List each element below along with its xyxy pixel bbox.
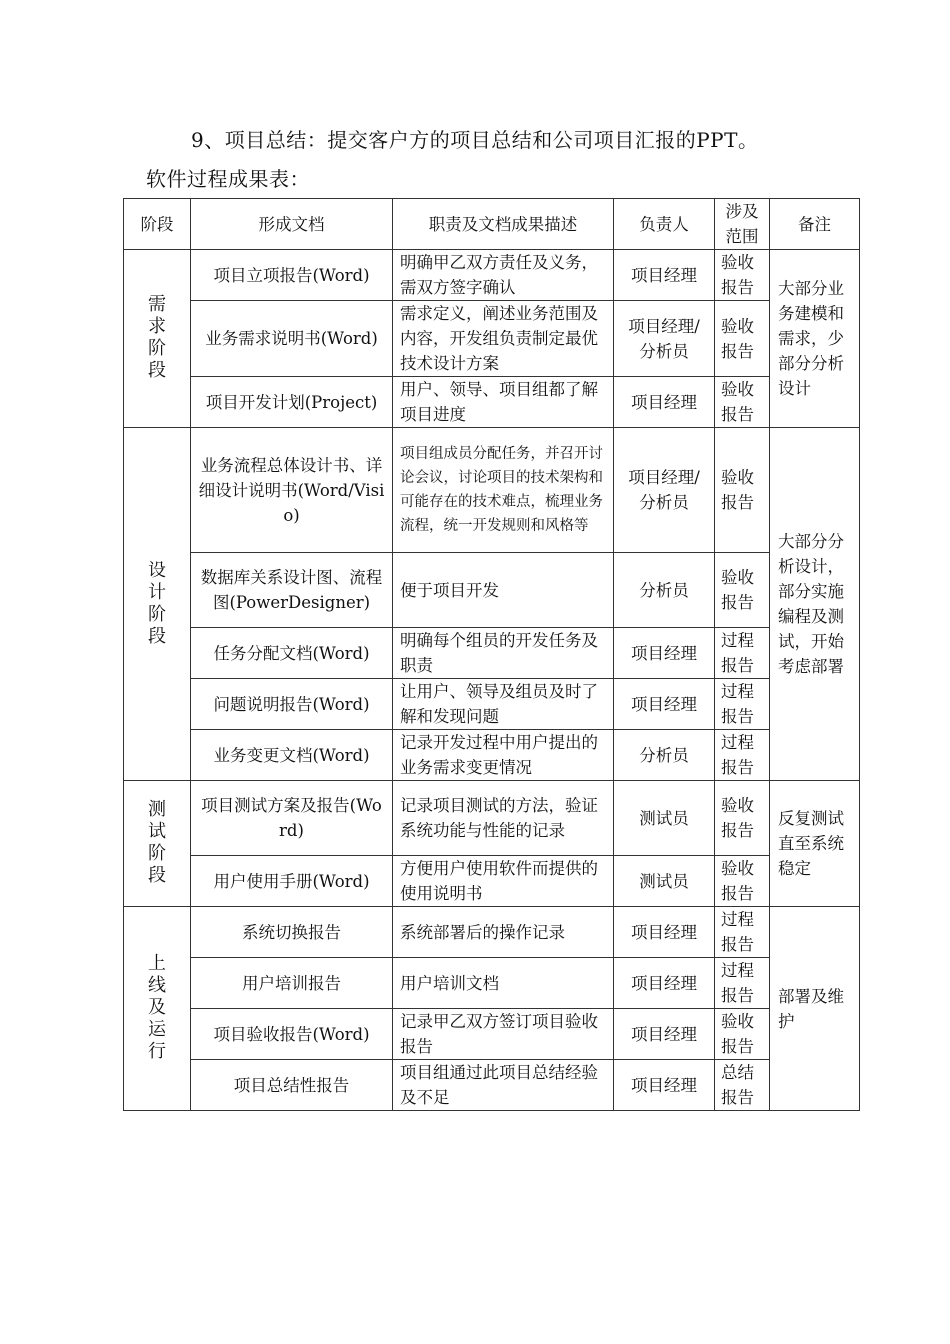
intro-paragraph: 9、项目总结：提交客户方的项目总结和公司项目汇报的PPT。 — [191, 128, 759, 152]
table-row — [124, 679, 860, 730]
table-caption: 软件过程成果表： — [146, 167, 310, 191]
scope-cell: 验收报告 — [715, 856, 770, 907]
header-stage: 阶段 — [124, 199, 191, 250]
owner-cell: 项目经理 — [614, 628, 715, 679]
header-note: 备注 — [770, 199, 860, 250]
scope-cell: 过程报告 — [715, 679, 770, 730]
stage-cell — [124, 428, 191, 781]
table-row — [124, 1060, 860, 1111]
owner-cell: 项目经理 — [614, 1009, 715, 1060]
scope-cell: 过程报告 — [715, 628, 770, 679]
desc-cell: 记录开发过程中用户提出的业务需求变更情况 — [393, 730, 614, 781]
owner-cell: 项目经理 — [614, 907, 715, 958]
table-row — [124, 856, 860, 907]
doc-cell: 项目总结性报告 — [191, 1060, 393, 1111]
scope-cell: 过程报告 — [715, 730, 770, 781]
owner-cell: 项目经理/分析员 — [614, 428, 715, 553]
doc-cell: 任务分配文档(Word) — [191, 628, 393, 679]
owner-cell: 测试员 — [614, 856, 715, 907]
desc-cell: 系统部署后的操作记录 — [393, 907, 614, 958]
desc-cell: 明确每个组员的开发任务及职责 — [393, 628, 614, 679]
desc-cell: 明确甲乙双方责任及义务，需双方签字确认 — [393, 250, 614, 301]
owner-cell: 项目经理 — [614, 958, 715, 1009]
scope-cell: 验收报告 — [715, 781, 770, 856]
scope-cell: 验收报告 — [715, 377, 770, 428]
owner-cell: 分析员 — [614, 730, 715, 781]
doc-cell: 业务流程总体设计书、详细设计说明书(Word/Visio) — [191, 428, 393, 553]
desc-cell: 方便用户使用软件而提供的使用说明书 — [393, 856, 614, 907]
scope-cell: 验收报告 — [715, 301, 770, 377]
owner-cell: 测试员 — [614, 781, 715, 856]
table-row — [124, 907, 860, 958]
table-row — [124, 730, 860, 781]
owner-cell: 分析员 — [614, 553, 715, 628]
doc-cell: 项目测试方案及报告(Word) — [191, 781, 393, 856]
header-scope: 涉及范围 — [715, 199, 770, 250]
note-cell: 反复测试直至系统稳定 — [770, 781, 860, 907]
owner-cell: 项目经理 — [614, 377, 715, 428]
table-row — [124, 377, 860, 428]
doc-cell: 数据库关系设计图、流程图(PowerDesigner) — [191, 553, 393, 628]
owner-cell: 项目经理 — [614, 679, 715, 730]
desc-cell: 需求定义，阐述业务范围及内容，开发组负责制定最优技术设计方案 — [393, 301, 614, 377]
process-deliverables-table — [123, 198, 860, 1111]
table-row — [124, 428, 860, 553]
desc-cell: 用户培训文档 — [393, 958, 614, 1009]
note-cell: 大部分分析设计，部分实施编程及测试，开始考虑部署 — [770, 428, 860, 781]
scope-cell: 验收报告 — [715, 250, 770, 301]
scope-cell: 验收报告 — [715, 428, 770, 553]
table-row — [124, 250, 860, 301]
doc-cell: 问题说明报告(Word) — [191, 679, 393, 730]
doc-cell: 系统切换报告 — [191, 907, 393, 958]
table-row — [124, 628, 860, 679]
note-cell: 大部分业务建模和需求，少部分分析设计 — [770, 250, 860, 428]
table-header-row — [124, 199, 860, 250]
stage-label: 设计阶段 — [148, 559, 166, 647]
stage-cell — [124, 781, 191, 907]
desc-cell: 记录甲乙双方签订项目验收报告 — [393, 1009, 614, 1060]
stage-label: 测试阶段 — [148, 799, 166, 886]
doc-cell: 项目验收报告(Word) — [191, 1009, 393, 1060]
doc-cell: 用户培训报告 — [191, 958, 393, 1009]
table-row — [124, 553, 860, 628]
scope-cell: 总结报告 — [715, 1060, 770, 1111]
table-row — [124, 958, 860, 1009]
owner-cell: 项目经理/分析员 — [614, 301, 715, 377]
doc-cell: 业务变更文档(Word) — [191, 730, 393, 781]
scope-cell: 过程报告 — [715, 907, 770, 958]
stage-cell — [124, 907, 191, 1111]
scope-cell: 验收报告 — [715, 553, 770, 628]
header-desc: 职责及文档成果描述 — [393, 199, 614, 250]
scope-cell: 过程报告 — [715, 958, 770, 1009]
doc-cell: 用户使用手册(Word) — [191, 856, 393, 907]
table-row — [124, 301, 860, 377]
desc-cell: 便于项目开发 — [393, 553, 614, 628]
owner-cell: 项目经理 — [614, 250, 715, 301]
scope-cell: 验收报告 — [715, 1009, 770, 1060]
stage-cell — [124, 250, 191, 428]
doc-cell: 项目开发计划(Project) — [191, 377, 393, 428]
desc-cell: 用户、领导、项目组都了解项目进度 — [393, 377, 614, 428]
doc-cell: 项目立项报告(Word) — [191, 250, 393, 301]
header-doc: 形成文档 — [191, 199, 393, 250]
doc-cell: 业务需求说明书(Word) — [191, 301, 393, 377]
table-row — [124, 781, 860, 856]
desc-cell: 项目组通过此项目总结经验及不足 — [393, 1060, 614, 1111]
header-owner: 负责人 — [614, 199, 715, 250]
owner-cell: 项目经理 — [614, 1060, 715, 1111]
note-cell: 部署及维护 — [770, 907, 860, 1111]
stage-label: 需求阶段 — [148, 294, 166, 381]
desc-cell: 记录项目测试的方法，验证系统功能与性能的记录 — [393, 781, 614, 856]
stage-label: 上线及运行 — [148, 953, 166, 1062]
desc-cell: 项目组成员分配任务，并召开讨论会议，讨论项目的技术架构和可能存在的技术难点，梳理业务流程，统一开发规则和风格等 — [393, 428, 614, 553]
table-row — [124, 1009, 860, 1060]
desc-cell: 让用户、领导及组员及时了解和发现问题 — [393, 679, 614, 730]
